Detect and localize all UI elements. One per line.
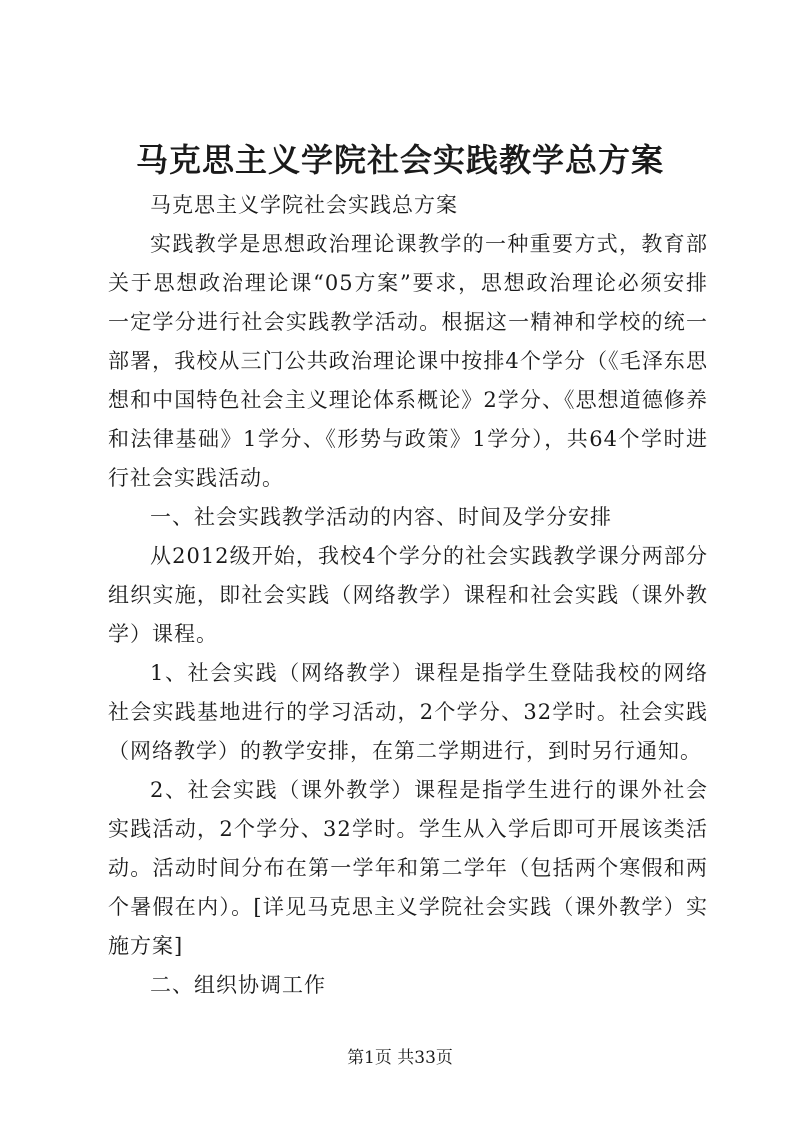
section-heading-2: 二、组织协调工作: [150, 973, 326, 997]
document-body: [108, 186, 708, 1005]
offline-course-paragraph: 2、社会实践（课外教学）课程是指学生进行的课外社会实践活动，2个学分、32学时。学生从入学后即可开展该类活动。活动时间分布在第一学年和第二学年（包括两个寒假和两个暑假在内）。[详见马克思主义学院社会实践（课外教学）实施方案]: [108, 778, 708, 958]
section-heading-1: 一、社会实践教学活动的内容、时间及学分安排: [150, 505, 612, 529]
online-course-paragraph: 1、社会实践（网络教学）课程是指学生登陆我校的网络社会实践基地进行的学习活动，2个学分、32学时。社会实践（网络教学）的教学安排，在第二学期进行，到时另行通知。: [108, 661, 708, 763]
document-title: 马克思主义学院社会实践教学总方案: [135, 141, 664, 179]
page-number-footer: 第1页 共33页: [347, 1048, 453, 1068]
intro-paragraph: 实践教学是思想政治理论课教学的一种重要方式，教育部关于思想政治理论课“05方案”要求，思想政治理论必须安排一定学分进行社会实践教学活动。根据这一精神和学校的统一部署，我校从三门公共政治理论课中按排4个学分（《毛泽东思想和中国特色社会主义理论体系概论》2学分、《思想道德修养和法律基础》1学分、《形势与政策》1学分），共64个学时进行社会实践活动。: [108, 232, 708, 490]
schedule-paragraph: 从2012级开始，我校4个学分的社会实践教学课分两部分组织实施，即社会实践（网络教学）课程和社会实践（课外教学）课程。: [108, 544, 708, 646]
subtitle-paragraph: 马克思主义学院社会实践总方案: [150, 193, 458, 217]
